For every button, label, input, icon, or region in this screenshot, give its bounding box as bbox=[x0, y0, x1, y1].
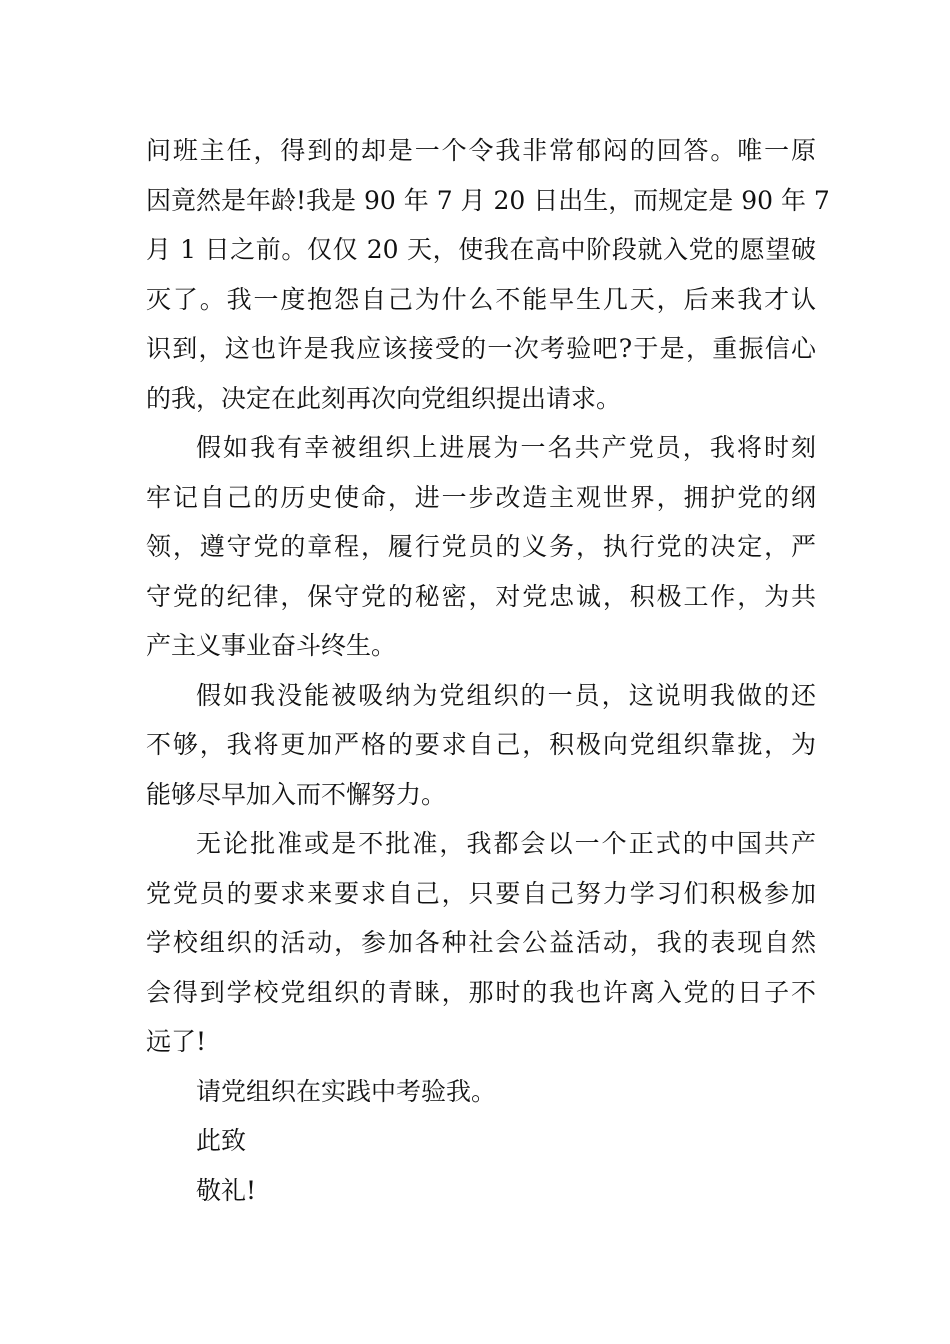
text-line: 月 1 日之前。仅仅 20 天，使我在高中阶段就入党的愿望破 bbox=[146, 235, 816, 264]
text-line: 问班主任，得到的却是一个令我非常郁闷的回答。唯一原 bbox=[146, 136, 816, 165]
salutation-line: 此致 bbox=[196, 1126, 247, 1155]
text-line: 牢记自己的历史使命，进一步改造主观世界，拥护党的纲 bbox=[146, 482, 816, 512]
regards-line: 敬礼! bbox=[196, 1175, 257, 1205]
paragraph-first-line: 无论批准或是不批准，我都会以一个正式的中国共产 bbox=[196, 829, 816, 858]
text-line: 守党的纪律，保守党的秘密，对党忠诚，积极工作，为共 bbox=[146, 581, 816, 611]
paragraph-first-line: 假如我没能被吸纳为党组织的一员，这说明我做的还 bbox=[196, 680, 816, 710]
text-line: 的我，决定在此刻再次向党组织提出请求。 bbox=[146, 383, 622, 413]
text-line: 因竟然是年龄!我是 90 年 7 月 20 日出生，而规定是 90 年 7 bbox=[146, 185, 830, 215]
paragraph-first-line: 假如我有幸被组织上进展为一名共产党员，我将时刻 bbox=[196, 433, 816, 462]
text-line: 能够尽早加入而不懈努力。 bbox=[146, 779, 447, 809]
text-line: 学校组织的活动，参加各种社会公益活动，我的表现自然 bbox=[146, 928, 816, 957]
text-line: 识到，这也许是我应该接受的一次考验吧?于是，重振信心 bbox=[146, 334, 816, 363]
letter-body bbox=[146, 126, 830, 1215]
text-line: 产主义事业奋斗终生。 bbox=[146, 631, 397, 660]
text-line: 党党员的要求来要求自己，只要自己努力学习们积极参加 bbox=[146, 878, 816, 908]
closing-request-line: 请党组织在实践中考验我。 bbox=[196, 1076, 497, 1106]
text-line: 灭了。我一度抱怨自己为什么不能早生几天，后来我才认 bbox=[146, 284, 816, 314]
text-line: 会得到学校党组织的青睐，那时的我也许离入党的日子不 bbox=[146, 977, 816, 1007]
text-line: 远了! bbox=[146, 1027, 207, 1056]
text-line: 不够，我将更加严格的要求自己，积极向党组织靠拢，为 bbox=[146, 730, 816, 759]
text-line: 领，遵守党的章程，履行党员的义务，执行党的决定，严 bbox=[146, 532, 816, 561]
